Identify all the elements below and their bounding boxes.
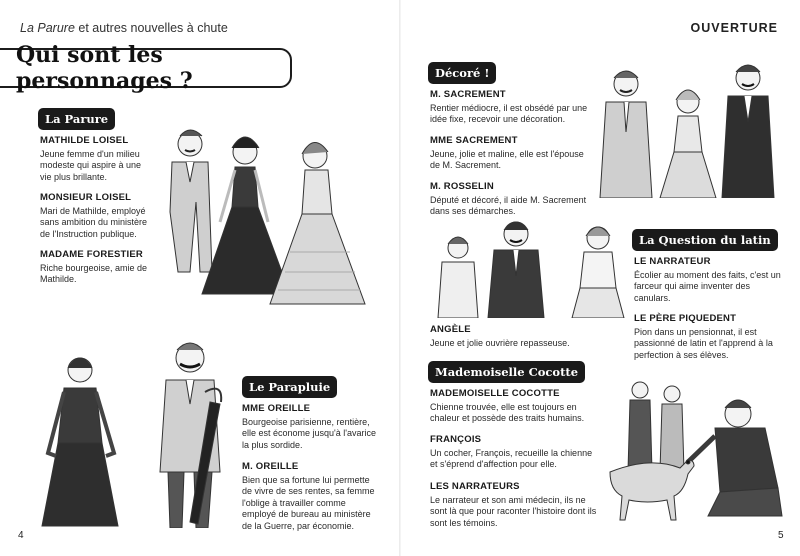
illustration-rosselin-angele [430,218,630,318]
character-m-rosselin [430,181,600,218]
character-name: MME OREILLE [242,403,311,414]
character-name: ANGÈLE [430,324,471,335]
illustration-la-parure [150,122,372,312]
character-description: Bourgeoise parisienne, rentière, elle est économe jusqu'à l'avarice la plus sordide. [242,416,377,450]
character-les-narrateurs [430,481,600,529]
character-name: MONSIEUR LOISEL [40,192,132,203]
character-monsieur-loisel [40,192,148,240]
character-name: M. OREILLE [242,461,299,472]
character-description: Mari de Mathilde, employé sans ambition du ministère de l'Instruction publique. [40,205,148,239]
illustration-decore [596,62,782,198]
section-tag-la-parure: La Parure [38,108,115,130]
page-title: Qui sont les personnages ? [0,48,292,88]
section-tag-la-question-du-latin: La Question du latin [632,229,778,251]
character-mme-sacrement [430,135,595,172]
character-description: Député et décoré, il aide M. Sacrement dans ses démarches. [430,194,587,216]
character-description: Un cocher, François, recueille la chienne et s'éprend d'affection pour elle. [430,447,593,469]
illustration-m-oreille [150,332,240,528]
character-madame-forestier [40,249,148,286]
character-mme-oreille [242,403,382,451]
character-le-pere-piquedent [634,313,782,361]
character-name: FRANÇOIS [430,434,482,445]
section-tag-decore: Décoré ! [428,62,496,84]
character-le-narrateur [634,256,782,304]
character-description: Pion dans un pensionnat, il est passionné de latin et l'apprend à la perfection à ses élèves. [634,326,773,360]
section-tag-le-parapluie: Le Parapluie [242,376,337,398]
section-tag-mademoiselle-cocotte: Mademoiselle Cocotte [428,361,585,383]
character-description: Jeune, jolie et maline, elle est l'épouse de M. Sacrement. [430,148,584,170]
character-m-sacrement [430,89,595,126]
character-name: LE PÈRE PIQUEDENT [634,313,737,324]
character-angele [430,324,605,349]
section-label: OUVERTURE [690,21,778,35]
character-mademoiselle-cocotte [430,388,600,425]
illustration-mademoiselle-cocotte [590,376,786,522]
character-name: M. SACREMENT [430,89,506,100]
illustration-mme-oreille [30,348,130,528]
character-mathilde-loisel [40,135,148,183]
character-description: Bien que sa fortune lui permette de vivre de ses rentes, sa femme l'oblige à travailler comme employé de bureau au ministère de la Guerre, par économie. [242,474,375,531]
book-title: La Parure et autres nouvelles à chute [20,21,228,35]
character-francois [430,434,600,471]
character-name: LES NARRATEURS [430,481,520,492]
character-name: M. ROSSELIN [430,181,494,192]
character-description: Le narrateur et son ami médecin, ils ne sont là que pour raconter l'histoire dont ils sont les témoins. [430,494,597,528]
character-description: Jeune femme d'un milieu modeste qui aspire à une vie plus brillante. [40,148,142,182]
character-description: Chienne trouvée, elle est toujours en chaleur et possède des traits humains. [430,401,585,423]
character-description: Jeune et jolie ouvrière repasseuse. [430,337,570,348]
character-name: MME SACREMENT [430,135,518,146]
right-page [400,0,800,556]
character-description: Rentier médiocre, il est obsédé par une idée fixe, recevoir une décoration. [430,102,588,124]
character-description: Écolier au moment des faits, c'est un farceur qui aime inventer des canulars. [634,269,781,303]
character-description: Riche bourgeoise, amie de Mathilde. [40,262,148,284]
character-name: MATHILDE LOISEL [40,135,129,146]
character-name: MADAME FORESTIER [40,249,143,260]
character-m-oreille [242,461,382,532]
character-name: LE NARRATEUR [634,256,711,267]
page-number-right: 5 [778,530,784,541]
page-number-left: 4 [18,530,24,541]
character-name: MADEMOISELLE COCOTTE [430,388,560,399]
